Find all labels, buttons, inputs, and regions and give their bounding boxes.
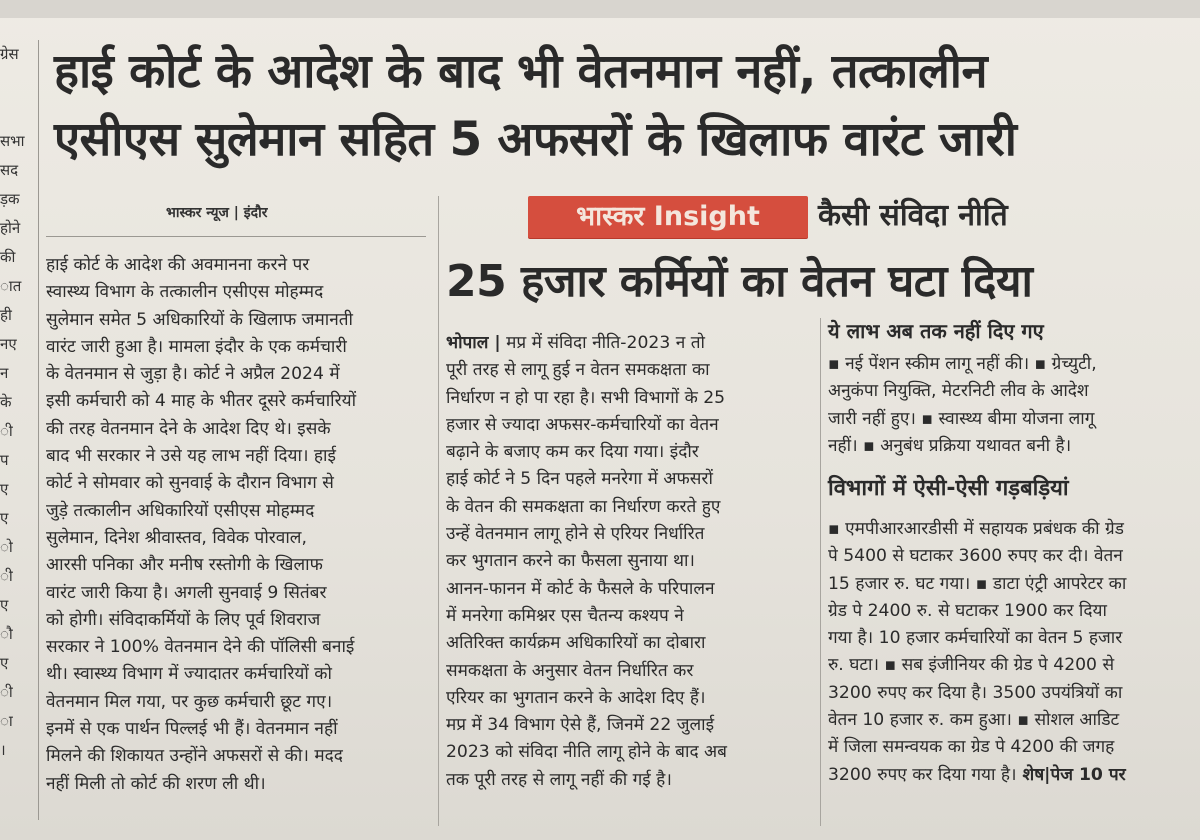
text-line: बढ़ाने के बजाए कम कर दिया गया। इंदौर (446, 442, 699, 463)
text-line: समकक्षता के अनुसार वेतन निर्धारित कर (446, 660, 694, 681)
fragment-word: ग्रेस (0, 45, 19, 63)
fragment-word: ए (0, 509, 9, 527)
column-divider-left (38, 40, 39, 820)
text-line: बाद भी सरकार ने उसे यह लाभ नहीं दिया। हाई (46, 446, 336, 467)
text-line: 15 हजार रु. घट गया। ▪ डाटा एंट्री आपरेटर का (828, 573, 1127, 594)
text-line: वारंट जारी हुआ है। मामला इंदौर के एक कर्मचारी (46, 336, 347, 357)
sidebar-benefits-text (828, 351, 1178, 460)
text-line: में जिला समन्वयक का ग्रेड पे 4200 की जगह (828, 737, 1115, 758)
text-line: नहीं। ▪ अनुबंध प्रक्रिया यथावत बनी है। (828, 435, 1072, 456)
text-line: एरियर का भुगतान करने के आदेश दिए हैं। (446, 687, 706, 708)
fragment-word (0, 98, 36, 127)
text-line: हजार से ज्यादा अफसर-कर्मचारियों का वेतन (446, 414, 719, 435)
sidebar-heading-irregularities: विभागों में ऐसी-ऐसी गड़बड़ियां (828, 476, 1069, 501)
text-line: हाई कोर्ट के आदेश की अवमानना करने पर (46, 255, 310, 275)
text-line: 2023 को संविदा नीति लागू होने के बाद अब (446, 742, 727, 763)
text-line: को होगी। संविदाकर्मियों के लिए पूर्व शिवराज (46, 609, 321, 630)
text-line: वेतन 10 हजार रु. कम हुआ। ▪ सोशल आडिट (828, 710, 1120, 731)
byline: भास्कर न्यूज | इंदौर (166, 205, 268, 221)
fragment-word: ो (0, 538, 13, 556)
text-line: निर्धारण न हो पा रहा है। सभी विभागों के 25 (446, 387, 726, 408)
fragment-word: सद (0, 161, 19, 179)
fragment-word: ौ (0, 625, 13, 643)
sidebar-heading-benefits: ये लाभ अब तक नहीं दिए गए (828, 319, 1044, 343)
text-line: के वेतनमान से जुड़ा है। कोर्ट ने अप्रैल 2024 में (46, 364, 340, 385)
text-line: उन्हें वेतनमान लागू होने से एरियर निर्धारित (446, 524, 705, 545)
text-line: अतिरिक्त कार्यक्रम अधिकारियों का दोबारा (446, 633, 706, 654)
article-column-1 (46, 252, 426, 798)
fragment-word: ए (0, 596, 9, 614)
text-line: ▪ एमपीआरआरडीसी में सहायक प्रबंधक की ग्रेड (828, 519, 1124, 539)
fragment-word: ी (0, 683, 13, 701)
text-line: कर भुगतान करने का फैसला सुनाया था। (446, 551, 695, 572)
text-line: स्वास्थ्य विभाग के तत्कालीन एसीएस मोहम्मद (46, 282, 324, 303)
column-divider-2 (820, 318, 821, 826)
fragment-word: ी (0, 567, 13, 585)
text-line: नहीं मिली तो कोर्ट की शरण ली थी। (46, 773, 266, 794)
fragment-word: ड़क (0, 190, 20, 208)
main-headline (54, 38, 1174, 174)
headline-line-2: एसीएस सुलेमान सहित 5 अफसरों के खिलाफ वारंट जारी (54, 112, 1017, 167)
text-line: मिलने की शिकायत उन्होंने अफसरों से की। मदद (46, 746, 343, 767)
fragment-word: के (0, 393, 12, 411)
article-column-2 (446, 330, 816, 794)
text-line: मप्र में 34 विभाग ऐसे हैं, जिनमें 22 जुलाई (446, 715, 715, 736)
column-divider-1 (438, 196, 439, 826)
fragment-word: नए (0, 335, 17, 353)
continued-on-page: शेष|पेज 10 पर (1016, 764, 1126, 785)
text-line: आरसी पनिका और मनीष रस्तोगी के खिलाफ (46, 555, 323, 576)
fragment-word: ए (0, 654, 9, 672)
fragment-word: ी (0, 422, 13, 440)
fragment-word: ात (0, 277, 22, 295)
text-line: 3200 रुपए कर दिया गया है। शेष|पेज 10 पर (828, 764, 1126, 785)
byline-divider (46, 236, 426, 237)
fragment-word: । (0, 741, 6, 759)
text-line: ▪ नई पेंशन स्कीम लागू नहीं की। ▪ ग्रेच्युटी, (828, 354, 1097, 374)
sub-headline: 25 हजार कर्मियों का वेतन घटा दिया (446, 256, 1033, 307)
text-line: वेतनमान मिल गया, पर कुछ कर्मचारी छूट गए। (46, 691, 333, 712)
text-line: इनमें से एक पार्थन पिल्लई भी हैं। वेतनमान नहीं (46, 719, 338, 740)
sidebar-irregularities-text (828, 516, 1178, 789)
headline-line-1: हाई कोर्ट के आदेश के बाद भी वेतनमान नहीं, तत्कालीन (54, 44, 988, 99)
section-kicker: कैसी संविदा नीति (818, 198, 1008, 233)
text-line: सुलेमान समेत 5 अधिकारियों के खिलाफ जमानती (46, 309, 353, 330)
dateline: भोपाल | (446, 333, 501, 353)
text-line: थी। स्वास्थ्य विभाग में ज्यादातर कर्मचारियों को (46, 664, 332, 685)
fragment-word: ही (0, 306, 12, 324)
page-top-strip (0, 0, 1200, 18)
text-line: ग्रेड पे 2400 रु. से घटाकर 1900 कर दिया (828, 600, 1107, 621)
fragment-word: होने (0, 219, 21, 237)
text-line: हाई कोर्ट ने 5 दिन पहले मनरेगा में अफसरों (446, 469, 713, 490)
text-line: सरकार ने 100% वेतनमान देने की पॉलिसी बनाई (46, 637, 355, 658)
fragment-word: की (0, 248, 16, 266)
text-line: कोर्ट ने सोमवार को सुनवाई के दौरान विभाग से (46, 473, 334, 494)
adjacent-article-fragment (0, 40, 36, 820)
text-line: में मनरेगा कमिश्नर एस चैतन्य कश्यप ने (446, 605, 684, 626)
insight-badge: भास्कर Insight (528, 196, 808, 238)
fragment-word: न (0, 364, 9, 382)
text-line: वारंट जारी किया है। अगली सुनवाई 9 सितंबर (46, 582, 327, 603)
text-line: गया है। 10 हजार कर्मचारियों का वेतन 5 हजार (828, 628, 1123, 649)
text-line: की तरह वेतनमान देने के आदेश दिए थे। इसके (46, 418, 331, 439)
text-line: जारी नहीं हुए। ▪ स्वास्थ्य बीमा योजना लागू (828, 408, 1095, 429)
text-line: के वेतन की समकक्षता का निर्धारण करते हुए (446, 496, 721, 517)
text-line: पूरी तरह से लागू हुई न वेतन समकक्षता का (446, 360, 710, 381)
text-line: सुलेमान, दिनेश श्रीवास्तव, विवेक पोरवाल, (46, 527, 307, 548)
text-line: भोपाल | मप्र में संविदा नीति-2023 न तो (446, 333, 705, 353)
text-line: जुड़े तत्कालीन अधिकारियों एसीएस मोहम्मद (46, 500, 315, 521)
text-line: अनुकंपा नियुक्ति, मेटरनिटी लीव के आदेश (828, 381, 1089, 402)
fragment-word: सभा (0, 132, 25, 150)
text-line: आनन-फानन में कोर्ट के फैसले के परिपालन (446, 578, 715, 599)
fragment-word: प (0, 451, 9, 469)
text-line: इसी कर्मचारी को 4 माह के भीतर दूसरे कर्मचारियों (46, 391, 357, 412)
fragment-word: ा (0, 712, 13, 730)
fragment-word (0, 69, 36, 98)
text-line: पे 5400 से घटाकर 3600 रुपए कर दी। वेतन (828, 546, 1123, 567)
text-line: तक पूरी तरह से लागू नहीं की गई है। (446, 769, 672, 790)
text-line: 3200 रुपए कर दिया है। 3500 उपयंत्रियों का (828, 682, 1123, 703)
text-line: रु. घटा। ▪ सब इंजीनियर की ग्रेड पे 4200 से (828, 655, 1115, 676)
fragment-word: ए (0, 480, 9, 498)
